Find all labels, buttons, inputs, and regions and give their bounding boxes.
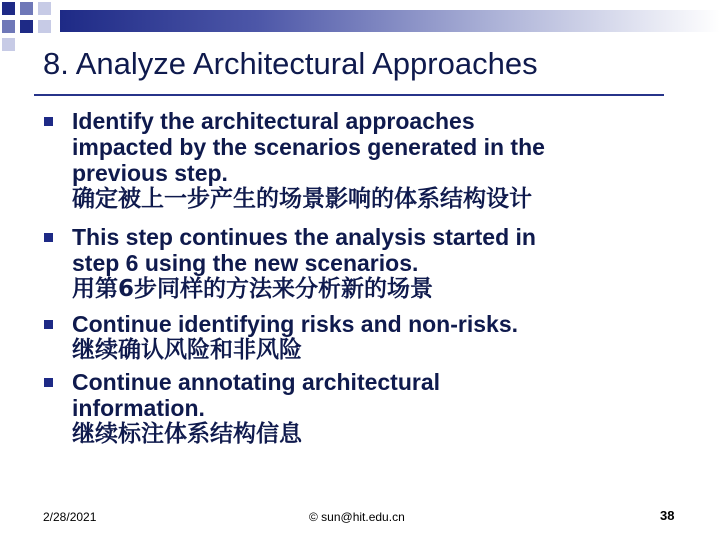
bullet-line: 继续确认风险和非风险 <box>72 337 302 363</box>
bullet-list <box>44 108 664 456</box>
decorative-square <box>2 2 15 15</box>
decorative-square <box>38 20 51 33</box>
square-bullet-icon <box>44 320 53 329</box>
square-bullet-icon <box>44 378 53 387</box>
bullet-line: step 6 using the new scenarios. <box>72 250 419 276</box>
page-number: 38 <box>660 508 675 523</box>
bullet-line: 继续标注体系结构信息 <box>72 421 302 447</box>
bullet-line: 确定被上一步产生的场景影响的体系结构设计 <box>72 186 532 212</box>
bullet-line: This step continues the analysis started in <box>72 224 536 250</box>
bullet-line: previous step. <box>72 160 228 186</box>
decorative-square <box>2 38 15 51</box>
slide-title: 8. Analyze Architectural Approaches <box>43 46 538 81</box>
square-bullet-icon <box>44 117 53 126</box>
decorative-square <box>20 2 33 15</box>
bullet-item <box>44 224 664 311</box>
bullet-line: Continue identifying risks and non-risks. <box>72 311 518 337</box>
bullet-line: Continue annotating architectural <box>72 369 441 395</box>
square-bullet-icon <box>44 233 53 242</box>
decorative-square <box>20 20 33 33</box>
bullet-item <box>44 369 664 456</box>
bullet-item <box>44 311 664 369</box>
title-divider <box>34 94 664 96</box>
bullet-item <box>44 108 664 224</box>
footer-email: © sun@hit.edu.cn <box>309 510 405 524</box>
footer-date: 2/28/2021 <box>43 510 97 524</box>
bullet-line: information. <box>72 395 205 421</box>
decorative-square <box>38 2 51 15</box>
bullet-line: 用第6步同样的方法来分析新的场景 <box>72 276 434 302</box>
bullet-line: impacted by the scenarios generated in the <box>72 134 545 160</box>
bullet-line: Identify the architectural approaches <box>72 108 475 134</box>
header-banner <box>60 10 720 32</box>
decorative-square <box>2 20 15 33</box>
